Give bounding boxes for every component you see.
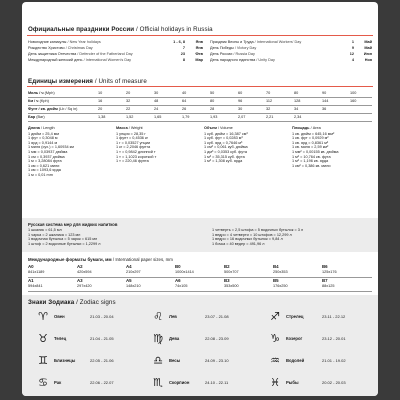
paper-cell [322, 279, 334, 288]
conversion-value: 28 [210, 107, 215, 111]
liquid-line: 1 штоф = 2 водочные бутылки = 1,2299 л [28, 241, 101, 246]
holiday-month: Май [364, 46, 372, 50]
zodiac-dates: 24.10 - 22.11 [205, 380, 229, 385]
holidays-left [28, 40, 203, 64]
holiday-name: Праздник Весны и Труда [210, 40, 254, 44]
unit-line: 1 м² = 10,764 кв. фута [292, 154, 331, 159]
liquid-line: 1 бочка = 40 ведер = 491,96 л [212, 241, 265, 246]
paper-size: 420x594 [77, 269, 92, 274]
zodiac-dates: 20.02 - 20.03 [322, 380, 346, 385]
unit-line: 1 кв. дюйм = 645,16 мм² [292, 131, 335, 136]
holiday-row [28, 58, 203, 64]
holiday-name-en: / Defender of the Fatherland Day [76, 52, 133, 56]
conversion-value: 40 [182, 91, 187, 95]
paper-cell [77, 265, 92, 274]
conversion-label [28, 107, 77, 112]
conversion-value: 1,65 [154, 115, 162, 119]
zodiac-name: Водолей [286, 358, 305, 363]
liquid-line: 1 четверть = 2,5 штофа = 5 водочных бутылок = 3 л [212, 228, 304, 232]
conversion-label-sub: (Bar) [36, 115, 45, 119]
units-title [28, 78, 147, 85]
conversion-value: 16 [98, 99, 103, 103]
liquid-line: 1 водочная бутылка = 5 чарок = 615 мл [28, 237, 98, 242]
conversion-value: 32 [266, 107, 271, 111]
paper-cell [273, 265, 288, 274]
conversion-value: 1,93 [210, 115, 218, 119]
zodiac-name: Стрелец [286, 314, 304, 319]
paper-name: B0 [175, 264, 181, 269]
zodiac-5-icon: ♍ [153, 332, 163, 345]
unit-line: 1 км = 0,621 мили [28, 163, 60, 168]
conversion-value: 1,52 [126, 115, 134, 119]
paper-cell [273, 279, 288, 288]
holiday-date: 9 [351, 46, 354, 50]
zodiac-6-icon: ♑ [270, 332, 280, 345]
paper-cell [28, 265, 44, 274]
conversion-value: 1,79 [182, 115, 190, 119]
conversion-value: 26 [182, 107, 187, 111]
holiday-name: День защитника Отечества [28, 52, 77, 56]
holiday-date: 23 [180, 52, 185, 56]
conversion-value: 160 [350, 99, 357, 103]
liquid-line: 1 ведро = 4 четверти = 10 штофов = 12,299 л [212, 232, 292, 237]
unit-line: 1 г = 0,03527 унции [116, 140, 151, 145]
units-title-en: / Units of measure [93, 78, 147, 85]
conversion-value: 128 [294, 99, 301, 103]
holiday-name: День народного единства [210, 58, 256, 62]
holiday-name-en: / International Workers' Day [253, 40, 302, 44]
paper-cell [322, 265, 337, 274]
unit-line: 1 дюйм = 25,4 мм [28, 131, 59, 136]
unit-line: 1 фунт = 0,4536 кг [116, 136, 149, 141]
paper-row [28, 278, 372, 292]
unit-line: 1 кв. фут = 0,0929 м² [292, 136, 329, 141]
holiday-month: Ноя [364, 58, 372, 62]
paper-title-ru: Международные форматы бумаги, мм [28, 257, 112, 262]
unit-line: 1 км = 1093,6 ярда [28, 168, 61, 173]
conversion-value: 100 [350, 91, 357, 95]
paper-name: A0 [28, 264, 34, 269]
conversion-label-text: Бар [28, 115, 37, 119]
paper-cell [224, 265, 239, 274]
zodiac-8-icon: ♎ [153, 354, 163, 367]
zodiac-name: Близнецы [54, 358, 76, 363]
zodiac-dates: 23.12 - 20.01 [322, 336, 346, 341]
zodiac-4-icon: ♉ [38, 332, 48, 345]
liquid-line: 1 чарка = 2 шкалика = 123 мл [28, 232, 81, 237]
conversion-label-text: Фунт / кв. дюйм [28, 107, 59, 111]
holiday-row [210, 58, 372, 64]
conversion-value: 112 [266, 99, 273, 103]
units-title-ru: Единицы измерения [28, 78, 94, 85]
unit-line: 1 м³ = 1,308 куб. ярда [204, 159, 243, 164]
zodiac-2-icon: ♌ [153, 310, 163, 323]
conversion-value: 90 [322, 91, 327, 95]
liquid-title: Русская система мер для жидких напитков [28, 222, 118, 227]
unit-column-title-ru: Площадь [292, 126, 310, 130]
zodiac-name: Овен [54, 314, 65, 319]
conversion-label-text: Км / ч [28, 99, 40, 103]
holidays-title [28, 26, 213, 33]
holiday-date: 7 [182, 46, 185, 50]
holiday-month: Янв [195, 46, 203, 50]
unit-line: 1 кв. ярд = 0,8361 м² [292, 140, 329, 145]
unit-column [116, 126, 202, 164]
paper-cell [224, 279, 239, 288]
holiday-month: Фев [195, 52, 203, 56]
paper-cell [77, 279, 92, 288]
unit-line: 1 мм = 0,03937 дюйма [28, 149, 68, 154]
paper-title [28, 257, 173, 262]
unit-line: 1 унция = 28,35 г [116, 131, 146, 136]
zodiac-11-icon: ♏ [153, 376, 163, 389]
conversion-value: 30 [154, 91, 159, 95]
zodiac-9-icon: ♒ [270, 354, 280, 367]
conversion-label-sub: (Kph) [39, 99, 49, 103]
unit-line: 1 м = 3,28084 фута [28, 159, 62, 164]
conversion-value: 64 [182, 99, 187, 103]
unit-column-title-en: / Area [309, 126, 321, 130]
conversion-value: 32 [126, 99, 131, 103]
conversion-value: 36 [322, 107, 327, 111]
conversion-value: 2,21 [266, 115, 274, 119]
paper-size: 74x105 [175, 283, 188, 288]
holiday-name-en: / Unity Day [255, 58, 275, 62]
zodiac-name: Рыбы [286, 380, 299, 385]
unit-line: 1 т = 0,9842 длинной т [116, 149, 156, 154]
holiday-date: 1 [351, 40, 354, 44]
paper-name: A5 [126, 278, 132, 283]
unit-line: 1 км² = 0,386 кв. мили [292, 163, 331, 168]
conversion-label-sub: (Mph) [44, 91, 55, 95]
liquid-right [212, 228, 372, 246]
paper-title-en: / International paper sizes, mm [111, 257, 173, 262]
holiday-name-en: / International Women's Day [82, 58, 132, 62]
unit-column-title [204, 126, 290, 131]
conversion-row [28, 90, 372, 98]
paper-size: 176x250 [273, 283, 288, 288]
holidays-rule [27, 35, 373, 36]
zodiac-12-icon: ♓ [270, 376, 280, 389]
conversion-value: 2,07 [238, 115, 246, 119]
paper-name: B6 [322, 264, 328, 269]
holiday-date: 12 [349, 52, 354, 56]
holiday-name: Международный женский день [28, 58, 83, 62]
paper-size: 500x707 [224, 269, 239, 274]
conversion-value: 1,38 [98, 115, 106, 119]
paper-name: A6 [175, 278, 181, 283]
holiday-name-en: / Christmas Day [64, 46, 93, 50]
holidays-title-ru: Официальные праздники России [28, 26, 135, 33]
paper-name: B4 [273, 264, 279, 269]
zodiac-dates: 22.08 - 23.09 [205, 336, 229, 341]
unit-column [28, 126, 114, 178]
zodiac-10-icon: ♋ [38, 376, 48, 389]
zodiac-dates: 21.01 - 19.02 [322, 358, 346, 363]
unit-line: 1 см = 0,3937 дюйма [28, 154, 65, 159]
paper-size: 594x841 [28, 283, 43, 288]
conversion-value: 60 [238, 91, 243, 95]
unit-line: 1 куб. ярд = 0,7646 м³ [204, 140, 243, 145]
conversion-value: 20 [126, 91, 131, 95]
paper-name: B7 [322, 278, 328, 283]
conversion-value: 2,34 [294, 115, 302, 119]
conversion-value: 70 [266, 91, 271, 95]
zodiac-name: Лев [169, 314, 177, 319]
conversion-value: 30 [238, 107, 243, 111]
paper-name: A4 [126, 264, 132, 269]
unit-column-title-ru: Длина [28, 126, 40, 130]
paper-cell [28, 279, 43, 288]
unit-column-title [292, 126, 378, 131]
paper-name: A1 [28, 278, 34, 283]
zodiac-name: Рак [54, 380, 62, 385]
unit-line: 1 т = 220,46 фунта [116, 159, 149, 164]
conversion-label-text: Миль / ч [28, 91, 45, 95]
conversion-value: 34 [294, 107, 299, 111]
paper-size: 210x297 [126, 269, 141, 274]
unit-column-title-en: / Length [39, 126, 55, 130]
unit-line: 1 кв. миля = 2,59 км² [292, 145, 329, 150]
zodiac-dates: 22.05 - 21.06 [90, 358, 114, 363]
conversion-value: 20 [98, 107, 103, 111]
holiday-date: 4 [351, 58, 354, 62]
liquid-line: 1 ведро = 16 водочных бутылок = 9,84 л [212, 237, 283, 242]
paper-name: B3 [224, 278, 230, 283]
zodiac-title-en: / Zodiac signs [74, 299, 116, 306]
unit-line: 1 т = 1,1023 короткой т [116, 154, 157, 159]
conversion-value: 22 [126, 107, 131, 111]
unit-line: 1 м² = 1,196 кв. ярда [292, 159, 329, 164]
holiday-month: Июн [363, 52, 372, 56]
unit-line: 1 фут = 0,3048 м [28, 136, 58, 141]
paper-cell [126, 279, 141, 288]
conversion-label [28, 91, 55, 96]
zodiac-1-icon: ♈ [38, 310, 48, 323]
conversion-value: 80 [210, 99, 215, 103]
conversion-label [28, 115, 45, 120]
conversion-value: 24 [154, 107, 159, 111]
conversion-row [28, 106, 372, 114]
unit-column-title-en: / Volume [216, 126, 233, 130]
holiday-month: Янв [195, 40, 203, 44]
conversion-table [28, 90, 372, 122]
unit-line: 1 см³ = 0,061 куб. дюйма [204, 145, 248, 150]
paper-size: 88x125 [322, 283, 335, 288]
zodiac-dates: 22.06 - 22.07 [90, 380, 114, 385]
conversion-label [28, 99, 49, 104]
zodiac-title-ru: Знаки Зодиака [28, 299, 75, 306]
unit-line: 1 куб. дюйм = 16,387 см³ [204, 131, 248, 136]
unit-column-title-ru: Объем [204, 126, 217, 130]
paper-cell [175, 279, 187, 288]
zodiac-name: Весы [169, 358, 181, 363]
unit-line: 1 кг = 2,2046 фунта [116, 145, 151, 150]
conversion-value: 50 [210, 91, 215, 95]
conversion-row [28, 114, 372, 122]
conversion-value: 144 [322, 99, 329, 103]
holiday-name-en: / Victory Day [233, 46, 257, 50]
unit-line: 1 ярд = 0,9144 м [28, 140, 58, 145]
paper-size: 1000x1414 [175, 269, 194, 274]
zodiac-3-icon: ♐ [270, 310, 280, 323]
liquid-left [28, 228, 198, 246]
holiday-name: Новогодние каникулы [28, 40, 67, 44]
unit-column-title-ru: Масса [116, 126, 128, 130]
paper-size: 297x420 [77, 283, 92, 288]
paper-cell [126, 265, 141, 274]
conversion-label-sub: (Lb / Sq in) [58, 107, 78, 111]
conversion-value: 48 [154, 99, 159, 103]
units-columns [28, 126, 372, 206]
unit-line: 1 м = 0,01 mm [28, 172, 53, 177]
unit-column-title [28, 126, 114, 131]
paper-size: 353x500 [224, 283, 239, 288]
zodiac-name: Скорпион [169, 380, 190, 385]
units-rule [27, 86, 373, 87]
paper-row [28, 264, 372, 278]
holiday-name-en: / Russia Day [232, 52, 255, 56]
zodiac-7-icon: ♊ [38, 354, 48, 367]
unit-line: 1 дм³ = 0,0353 куб. фута [204, 149, 247, 154]
liquid-line: 1 шкалик = 61,5 мл [28, 228, 62, 232]
paper-name: A2 [77, 264, 83, 269]
paper-size: 125x176 [322, 269, 337, 274]
unit-line: 1 куб. фут = 0,0283 м³ [204, 136, 243, 141]
holiday-name: День Победы [210, 46, 234, 50]
unit-column-title [116, 126, 202, 131]
zodiac-dates: 23.11 - 22.12 [322, 314, 346, 319]
paper-name: B5 [273, 278, 279, 283]
unit-line: 1 миля (сух.) = 1,60934 км [28, 145, 74, 150]
unit-column-title-en: / Weight [127, 126, 143, 130]
holiday-date: 8 [182, 58, 185, 62]
info-sheet [22, 2, 378, 396]
paper-size: 250x353 [273, 269, 288, 274]
paper-size: 841x1189 [28, 269, 45, 274]
zodiac-grid [22, 308, 378, 396]
unit-column [292, 126, 378, 168]
conversion-value: 96 [238, 99, 243, 103]
zodiac-name: Телец [54, 336, 67, 341]
holiday-name: День России [210, 52, 233, 56]
zodiac-dates: 23.07 - 21.08 [205, 314, 229, 319]
paper-size: 148x210 [126, 283, 141, 288]
holiday-name: Рождество Христово [28, 46, 65, 50]
conversion-row [28, 98, 372, 106]
zodiac-name: Дева [169, 336, 180, 341]
unit-column [204, 126, 290, 164]
paper-cell [175, 265, 194, 274]
holidays-right [210, 40, 372, 64]
paper-name: A3 [77, 278, 83, 283]
holiday-date: 1 - 6, 8 [173, 40, 185, 44]
holiday-name-en: / New Year holidays [66, 40, 101, 44]
conversion-value: 80 [294, 91, 299, 95]
holiday-month: Май [364, 40, 372, 44]
zodiac-dates: 24.09 - 23.10 [205, 358, 229, 363]
zodiac-dates: 21.04 - 21.05 [90, 336, 114, 341]
zodiac-dates: 21.03 - 20.04 [90, 314, 114, 319]
holiday-month: Мар [195, 58, 203, 62]
unit-line: 1 м³ = 35,315 куб. фута [204, 154, 245, 159]
holidays-title-en: / Official holidays in Russia [134, 26, 213, 33]
unit-line: 1 мм² = 0,00155 кв. дюйма [292, 149, 339, 154]
conversion-value: 10 [98, 91, 103, 95]
zodiac-name: Козерог [286, 336, 303, 341]
paper-name: B2 [224, 264, 230, 269]
zodiac-title [28, 299, 116, 306]
